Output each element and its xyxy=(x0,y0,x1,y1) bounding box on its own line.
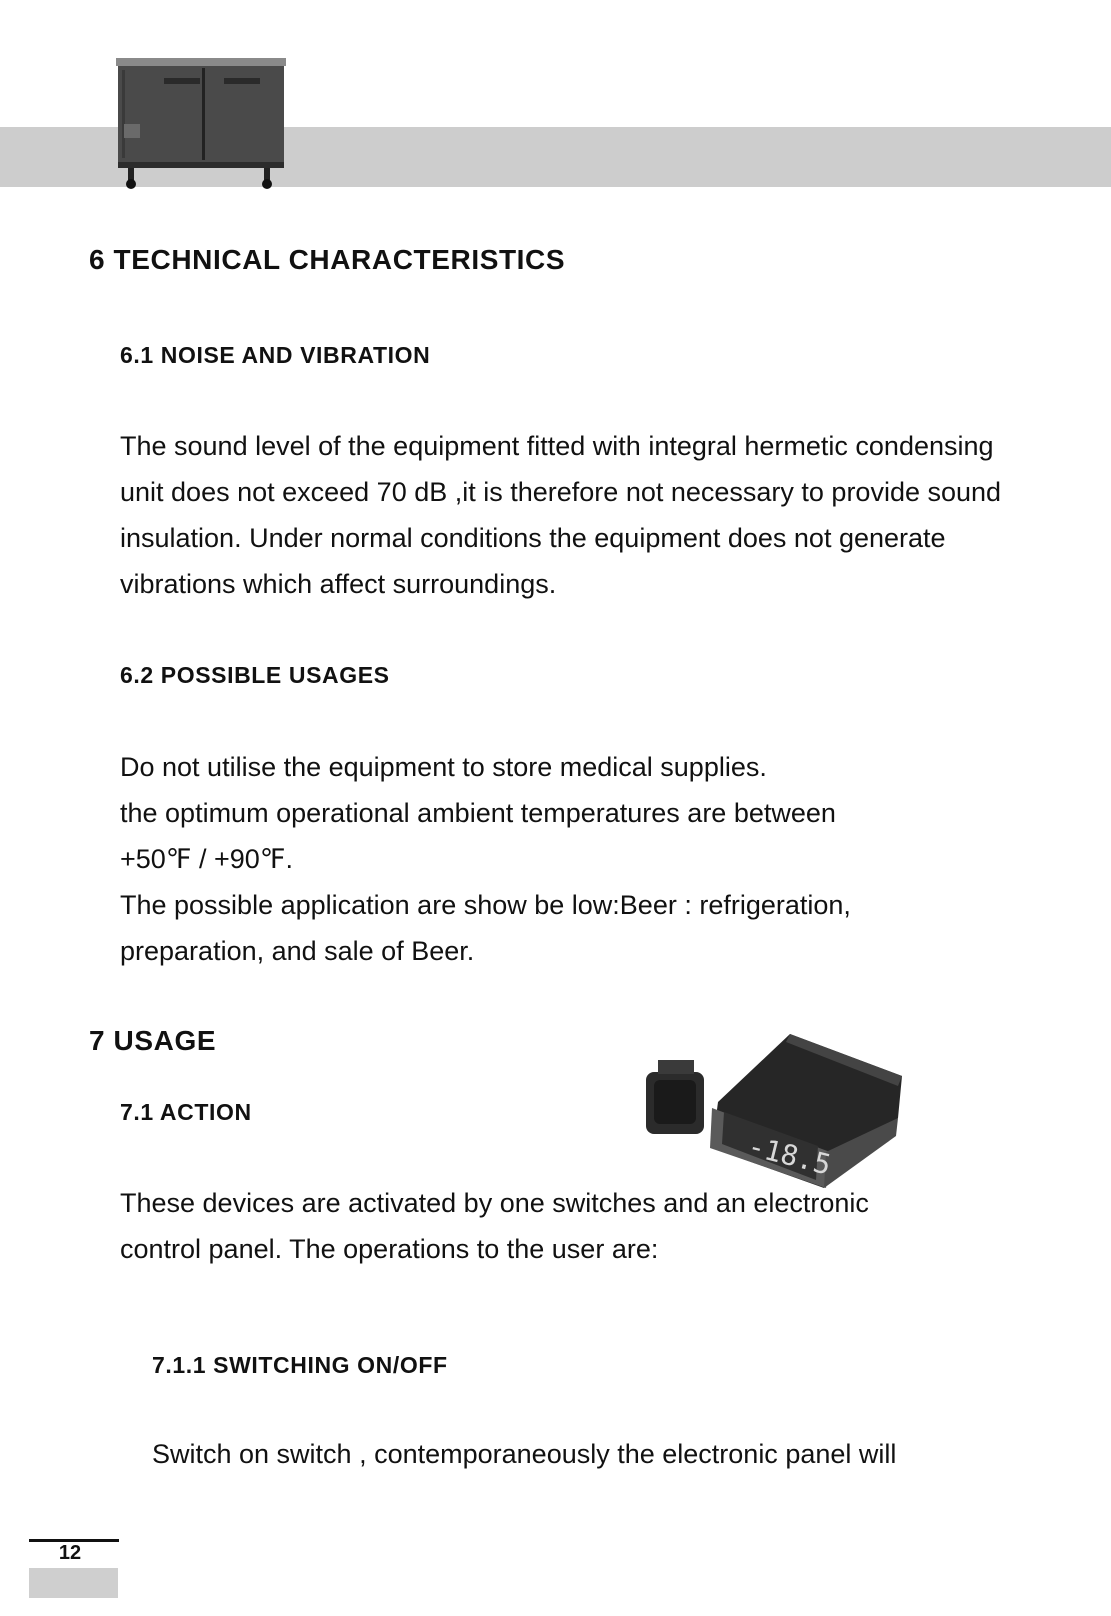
text-line: preparation, and sale of Beer. xyxy=(120,936,475,966)
text-line: vibrations which affect surroundings. xyxy=(120,569,557,599)
text-line: Switch on switch , contemporaneously the electronic panel will xyxy=(152,1439,897,1469)
text-line: unit does not exceed 70 dB ,it is therefore not necessary to provide sound xyxy=(120,477,1002,507)
page-tab xyxy=(29,1568,118,1598)
heading-possible-usages: 6.2 POSSIBLE USAGES xyxy=(120,662,390,688)
text-line: Do not utilise the equipment to store medical supplies. xyxy=(120,752,767,782)
text-line: +50℉ / +90℉. xyxy=(120,844,293,874)
heading-noise-and-vibration: 6.1 NOISE AND VIBRATION xyxy=(120,342,431,368)
heading-technical-characteristics: 6 TECHNICAL CHARACTERISTICS xyxy=(89,244,566,275)
heading-switching-on-off: 7.1.1 SWITCHING ON/OFF xyxy=(152,1352,448,1378)
text-line: insulation. Under normal conditions the equipment does not generate xyxy=(120,523,946,553)
paragraph-noise xyxy=(120,423,1001,607)
text-line: The possible application are show be low:Beer : refrigeration, xyxy=(120,890,851,920)
controller-display-readout: -18.5 xyxy=(744,1129,835,1182)
paragraph-switching xyxy=(152,1431,896,1477)
text-line: the optimum operational ambient temperatures are between xyxy=(120,798,836,828)
paragraph-action xyxy=(120,1180,869,1272)
text-line: control panel. The operations to the user are: xyxy=(120,1234,659,1264)
text-line: These devices are activated by one switches and an electronic xyxy=(120,1188,869,1218)
paragraph-usages xyxy=(120,744,851,974)
heading-action: 7.1 ACTION xyxy=(120,1099,252,1125)
page-number: 12 xyxy=(58,1542,82,1564)
heading-usage: 7 USAGE xyxy=(89,1025,217,1056)
back-bar-cooler-image xyxy=(114,56,294,190)
text-line: The sound level of the equipment fitted with integral hermetic condensing xyxy=(120,431,994,461)
